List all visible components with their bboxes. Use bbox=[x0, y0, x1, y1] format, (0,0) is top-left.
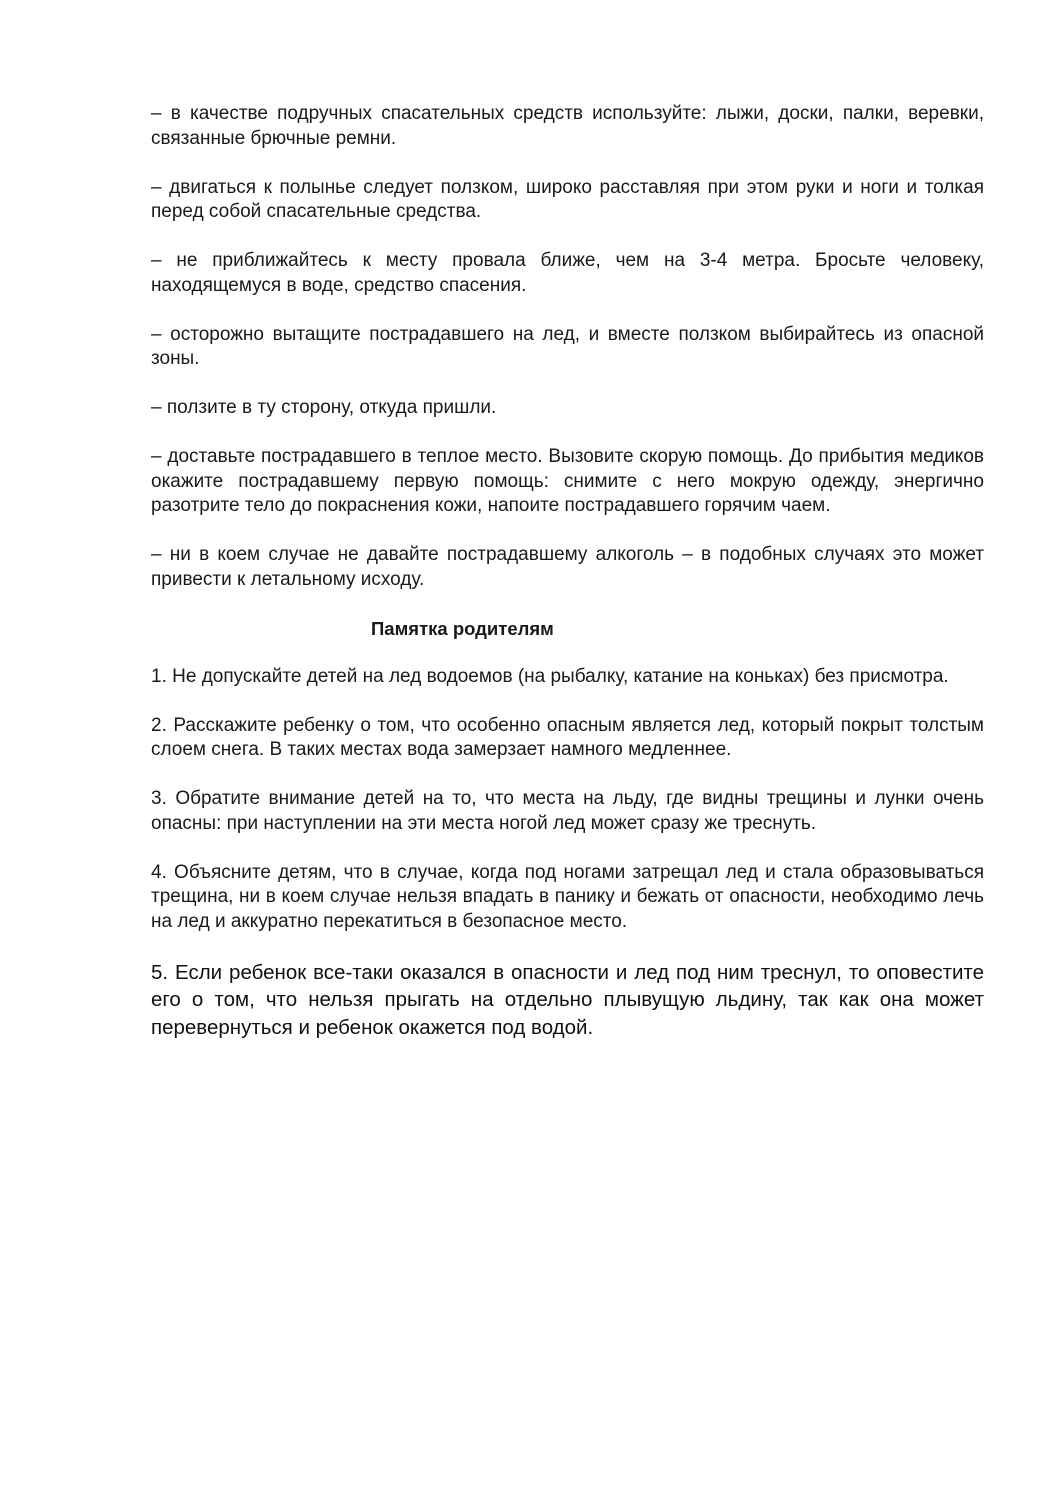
bullet-paragraph: – двигаться к полынье следует ползком, широко расставляя при этом руки и ноги и толкая перед собой спасательные средства. bbox=[151, 176, 984, 222]
bullet-paragraph: – ни в коем случае не давайте пострадавшему алкоголь – в подобных случаях это может привести к летальному исходу. bbox=[151, 544, 984, 590]
numbered-item: 3. Обратите внимание детей на то, что места на льду, где видны трещины и лунки очень опасны: при наступлении на эти места ногой лед может сразу же треснуть. bbox=[151, 788, 984, 834]
numbered-item: 4. Объясните детям, что в случае, когда под ногами затрещал лед и стала образовываться трещина, ни в коем случае нельзя впадать в панику и бежать от опасности, необходимо лечь на лед и аккуратно перекатиться в безопасное место. bbox=[151, 861, 984, 932]
bullet-paragraph: – не приближайтесь к месту провала ближе, чем на 3-4 метра. Бросьте человеку, находящемуся в воде, средство спасения. bbox=[151, 250, 984, 296]
numbered-item: 2. Расскажите ребенку о том, что особенно опасным является лед, который покрыт толстым слоем снега. В таких местах вода замерзает намного медленнее. bbox=[151, 714, 984, 760]
bullet-paragraph: – доставьте пострадавшего в теплое место. Вызовите скорую помощь. До прибытия медиков окажите пострадавшему первую помощь: снимите с него мокрую одежду, энергично разотрите тело до покраснения кожи, напоите пострадавшего горячим чаем. bbox=[151, 446, 984, 516]
section-title: Памятка родителям bbox=[371, 617, 554, 639]
bullet-paragraph: – осторожно вытащите пострадавшего на лед, и вместе ползком выбирайтесь из опасной зоны. bbox=[151, 323, 984, 369]
numbered-item: 1. Не допускайте детей на лед водоемов (на рыбалку, катание на коньках) без присмотра. bbox=[151, 665, 949, 687]
document-page bbox=[151, 102, 984, 1066]
bullet-paragraph: – ползите в ту сторону, откуда пришли. bbox=[151, 397, 497, 418]
bullet-paragraph: – в качестве подручных спасательных средств используйте: лыжи, доски, палки, веревки, связанные брючные ремни. bbox=[151, 103, 984, 149]
numbered-item: 5. Если ребенок все-таки оказался в опасности и лед под ним треснул, то оповестите его о том, что нельзя прыгать на отдельно плывущую льдину, так как она может перевернуться и ребенок окажется под водой. bbox=[151, 960, 984, 1039]
